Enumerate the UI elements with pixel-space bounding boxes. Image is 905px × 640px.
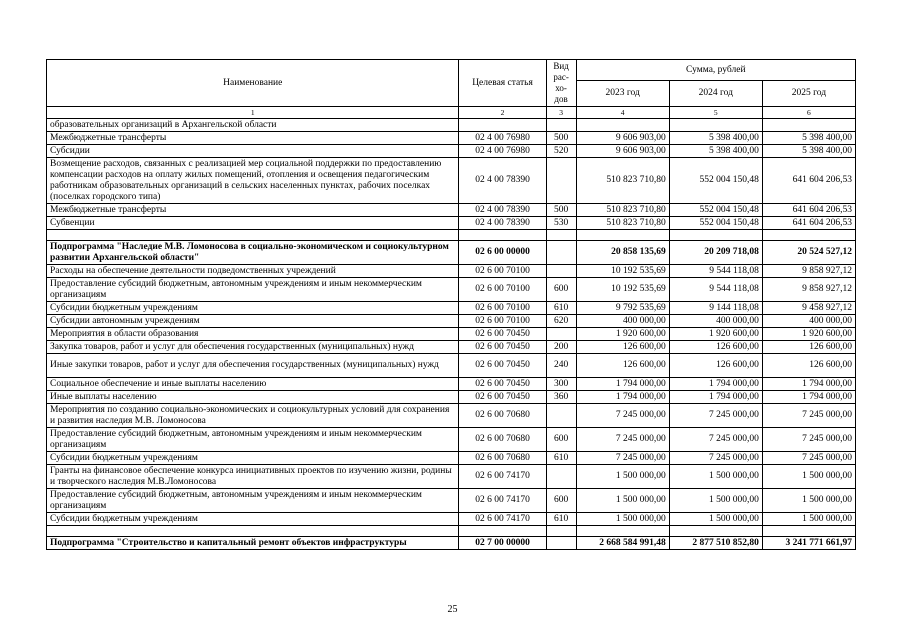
table-row — [47, 302, 856, 315]
row-name-cell: Межбюджетные трансферты — [47, 132, 459, 145]
row-2025-cell: 1 794 000,00 — [762, 378, 855, 391]
table-row — [47, 465, 856, 489]
empty-cell — [762, 526, 855, 537]
row-2024-cell: 126 600,00 — [669, 354, 762, 378]
table-row — [47, 428, 856, 452]
row-2024-cell: 9 544 118,08 — [669, 278, 762, 302]
table-row — [47, 265, 856, 278]
header-name: Наименование — [47, 60, 459, 107]
row-2024-cell — [669, 119, 762, 132]
row-2025-cell: 1 500 000,00 — [762, 489, 855, 513]
row-kind-cell — [546, 241, 576, 265]
row-2023-cell: 1 794 000,00 — [576, 391, 669, 404]
row-2025-cell: 7 245 000,00 — [762, 404, 855, 428]
empty-cell — [459, 230, 546, 241]
table-row — [47, 145, 856, 158]
budget-table — [46, 59, 856, 550]
row-2024-cell: 126 600,00 — [669, 341, 762, 354]
empty-cell — [576, 230, 669, 241]
row-name-cell: Предоставление субсидий бюджетным, автономным учреждениям и иным некоммерческим организациям — [47, 489, 459, 513]
row-2023-cell: 9 606 903,00 — [576, 145, 669, 158]
row-kind-cell: 300 — [546, 378, 576, 391]
col-number: 6 — [762, 107, 855, 119]
row-2025-cell: 20 524 527,12 — [762, 241, 855, 265]
row-2023-cell: 20 858 135,69 — [576, 241, 669, 265]
row-2023-cell: 126 600,00 — [576, 341, 669, 354]
header-kind: Вид рас-хо-дов — [546, 60, 576, 107]
row-name-cell: Субсидии бюджетным учреждениям — [47, 452, 459, 465]
row-2025-cell — [762, 119, 855, 132]
row-kind-cell: 520 — [546, 145, 576, 158]
row-kind-cell: 600 — [546, 428, 576, 452]
row-2024-cell: 1 500 000,00 — [669, 465, 762, 489]
row-name-cell: Закупка товаров, работ и услуг для обеспечения государственных (муниципальных) нужд — [47, 341, 459, 354]
row-name-cell: Предоставление субсидий бюджетным, автономным учреждениям и иным некоммерческим организациям — [47, 428, 459, 452]
row-kind-cell: 200 — [546, 341, 576, 354]
row-2024-cell: 9 144 118,08 — [669, 302, 762, 315]
row-name-cell: Межбюджетные трансферты — [47, 204, 459, 217]
row-2023-cell: 510 823 710,80 — [576, 204, 669, 217]
row-2025-cell: 7 245 000,00 — [762, 452, 855, 465]
row-name-cell: Субсидии автономным учреждениям — [47, 315, 459, 328]
row-kind-cell: 600 — [546, 489, 576, 513]
row-kind-cell — [546, 119, 576, 132]
row-code-cell: 02 6 00 70100 — [459, 302, 546, 315]
row-code-cell: 02 4 00 78390 — [459, 217, 546, 230]
row-2023-cell: 1 794 000,00 — [576, 378, 669, 391]
header-year-2023: 2023 год — [576, 81, 669, 107]
row-2023-cell: 10 192 535,69 — [576, 278, 669, 302]
row-name-cell: Мероприятия по созданию социально-экономических и социокультурных условий для сохранения и развития наследия М.В. Ломоносова — [47, 404, 459, 428]
row-kind-cell — [546, 465, 576, 489]
row-2025-cell: 1 500 000,00 — [762, 465, 855, 489]
row-name-cell: Подпрограмма "Наследие М.В. Ломоносова в социально-экономическом и социокультурном развитии Архангельской области" — [47, 241, 459, 265]
row-2023-cell: 510 823 710,80 — [576, 217, 669, 230]
row-2023-cell: 9 792 535,69 — [576, 302, 669, 315]
row-kind-cell: 360 — [546, 391, 576, 404]
row-name-cell: Гранты на финансовое обеспечение конкурса инициативных проектов по изучению жизни, родины и творческого наследия М.В.Ломоносова — [47, 465, 459, 489]
row-code-cell: 02 6 00 70450 — [459, 391, 546, 404]
table-row — [47, 119, 856, 132]
table-row — [47, 241, 856, 265]
row-code-cell: 02 6 00 70450 — [459, 378, 546, 391]
row-name-cell: образовательных организаций в Архангельской области — [47, 119, 459, 132]
row-code-cell: 02 6 00 70100 — [459, 278, 546, 302]
col-number: 1 — [47, 107, 459, 119]
empty-cell — [47, 230, 459, 241]
row-2023-cell: 1 500 000,00 — [576, 465, 669, 489]
row-code-cell: 02 6 00 74170 — [459, 489, 546, 513]
row-code-cell: 02 6 00 74170 — [459, 513, 546, 526]
row-2024-cell: 20 209 718,08 — [669, 241, 762, 265]
row-kind-cell: 500 — [546, 132, 576, 145]
row-2025-cell: 1 500 000,00 — [762, 513, 855, 526]
row-2025-cell: 641 604 206,53 — [762, 204, 855, 217]
row-2025-cell: 1 920 600,00 — [762, 328, 855, 341]
empty-cell — [47, 526, 459, 537]
row-kind-cell: 500 — [546, 204, 576, 217]
row-2023-cell: 1 500 000,00 — [576, 489, 669, 513]
spacer-row — [47, 526, 856, 537]
row-2023-cell: 510 823 710,80 — [576, 158, 669, 204]
row-name-cell: Возмещение расходов, связанных с реализацией мер социальной поддержки по предоставлению компенсации расходов на оплату жилых помещений, отопления и освещения педагогическим работникам образовательных организаций в сельских населенных пунктах, рабочих поселках (поселках городского типа) — [47, 158, 459, 204]
row-kind-cell — [546, 537, 576, 550]
row-2024-cell: 1 500 000,00 — [669, 489, 762, 513]
empty-cell — [762, 230, 855, 241]
empty-cell — [669, 230, 762, 241]
row-2025-cell: 400 000,00 — [762, 315, 855, 328]
row-code-cell: 02 6 00 70680 — [459, 428, 546, 452]
header-year-2025: 2025 год — [762, 81, 855, 107]
table-row — [47, 513, 856, 526]
row-code-cell — [459, 119, 546, 132]
row-2023-cell: 7 245 000,00 — [576, 404, 669, 428]
row-2025-cell: 9 858 927,12 — [762, 278, 855, 302]
row-name-cell: Иные выплаты населению — [47, 391, 459, 404]
row-kind-cell: 610 — [546, 302, 576, 315]
table-row — [47, 278, 856, 302]
row-code-cell: 02 6 00 74170 — [459, 465, 546, 489]
row-code-cell: 02 6 00 70680 — [459, 452, 546, 465]
row-2024-cell: 5 398 400,00 — [669, 145, 762, 158]
col-number: 5 — [669, 107, 762, 119]
row-kind-cell — [546, 404, 576, 428]
row-code-cell: 02 6 00 70100 — [459, 315, 546, 328]
spacer-row — [47, 230, 856, 241]
row-2023-cell: 7 245 000,00 — [576, 452, 669, 465]
row-code-cell: 02 6 00 70450 — [459, 341, 546, 354]
row-kind-cell: 610 — [546, 452, 576, 465]
row-code-cell: 02 7 00 00000 — [459, 537, 546, 550]
row-2025-cell: 641 604 206,53 — [762, 217, 855, 230]
row-kind-cell: 600 — [546, 278, 576, 302]
row-code-cell: 02 6 00 70100 — [459, 265, 546, 278]
row-kind-cell: 240 — [546, 354, 576, 378]
row-2023-cell — [576, 119, 669, 132]
row-2023-cell: 400 000,00 — [576, 315, 669, 328]
row-name-cell: Расходы на обеспечение деятельности подведомственных учреждений — [47, 265, 459, 278]
col-number: 4 — [576, 107, 669, 119]
table-row — [47, 354, 856, 378]
table-row — [47, 217, 856, 230]
table-row — [47, 132, 856, 145]
row-2023-cell: 1 500 000,00 — [576, 513, 669, 526]
row-code-cell: 02 4 00 78390 — [459, 158, 546, 204]
table-row — [47, 315, 856, 328]
col-number: 3 — [546, 107, 576, 119]
row-2024-cell: 7 245 000,00 — [669, 404, 762, 428]
row-2023-cell: 10 192 535,69 — [576, 265, 669, 278]
row-2024-cell: 1 794 000,00 — [669, 378, 762, 391]
row-2024-cell: 9 544 118,08 — [669, 265, 762, 278]
header-code: Целевая статья — [459, 60, 546, 107]
empty-cell — [546, 526, 576, 537]
table-body — [47, 119, 856, 550]
row-2025-cell: 3 241 771 661,97 — [762, 537, 855, 550]
row-code-cell: 02 4 00 76980 — [459, 132, 546, 145]
row-2024-cell: 552 004 150,48 — [669, 158, 762, 204]
row-2024-cell: 552 004 150,48 — [669, 217, 762, 230]
table-row — [47, 328, 856, 341]
row-2024-cell: 1 500 000,00 — [669, 513, 762, 526]
row-2025-cell: 5 398 400,00 — [762, 145, 855, 158]
row-2025-cell: 126 600,00 — [762, 341, 855, 354]
row-kind-cell — [546, 328, 576, 341]
row-name-cell: Предоставление субсидий бюджетным, автономным учреждениям и иным некоммерческим организациям — [47, 278, 459, 302]
row-2023-cell: 7 245 000,00 — [576, 428, 669, 452]
row-2025-cell: 641 604 206,53 — [762, 158, 855, 204]
row-name-cell: Подпрограмма "Строительство и капитальный ремонт объектов инфраструктуры — [47, 537, 459, 550]
row-2023-cell: 2 668 584 991,48 — [576, 537, 669, 550]
row-2024-cell: 552 004 150,48 — [669, 204, 762, 217]
row-name-cell: Мероприятия в области образования — [47, 328, 459, 341]
row-name-cell: Иные закупки товаров, работ и услуг для обеспечения государственных (муниципальных) нужд — [47, 354, 459, 378]
row-name-cell: Субвенции — [47, 217, 459, 230]
row-2025-cell: 9 858 927,12 — [762, 265, 855, 278]
empty-cell — [459, 526, 546, 537]
row-2025-cell: 126 600,00 — [762, 354, 855, 378]
table-row — [47, 391, 856, 404]
table-row — [47, 158, 856, 204]
row-2024-cell: 1 794 000,00 — [669, 391, 762, 404]
table-row — [47, 537, 856, 550]
row-2025-cell: 1 794 000,00 — [762, 391, 855, 404]
row-name-cell: Субсидии бюджетным учреждениям — [47, 302, 459, 315]
row-kind-cell — [546, 158, 576, 204]
row-2023-cell: 126 600,00 — [576, 354, 669, 378]
row-2025-cell: 5 398 400,00 — [762, 132, 855, 145]
row-2024-cell: 5 398 400,00 — [669, 132, 762, 145]
row-2024-cell: 400 000,00 — [669, 315, 762, 328]
row-kind-cell — [546, 265, 576, 278]
row-code-cell: 02 6 00 00000 — [459, 241, 546, 265]
row-code-cell: 02 4 00 78390 — [459, 204, 546, 217]
table-row — [47, 489, 856, 513]
empty-cell — [546, 230, 576, 241]
page-number: 25 — [447, 604, 458, 615]
header-sum: Сумма, рублей — [576, 60, 855, 81]
row-name-cell: Субсидии — [47, 145, 459, 158]
row-name-cell: Субсидии бюджетным учреждениям — [47, 513, 459, 526]
row-code-cell: 02 4 00 76980 — [459, 145, 546, 158]
row-code-cell: 02 6 00 70450 — [459, 328, 546, 341]
row-2023-cell: 1 920 600,00 — [576, 328, 669, 341]
row-2023-cell: 9 606 903,00 — [576, 132, 669, 145]
row-kind-cell: 530 — [546, 217, 576, 230]
row-2024-cell: 1 920 600,00 — [669, 328, 762, 341]
empty-cell — [576, 526, 669, 537]
row-2024-cell: 2 877 510 852,80 — [669, 537, 762, 550]
row-2024-cell: 7 245 000,00 — [669, 428, 762, 452]
row-kind-cell: 620 — [546, 315, 576, 328]
row-kind-cell: 610 — [546, 513, 576, 526]
row-2025-cell: 7 245 000,00 — [762, 428, 855, 452]
table-row — [47, 404, 856, 428]
table-row — [47, 341, 856, 354]
empty-cell — [669, 526, 762, 537]
table-row — [47, 452, 856, 465]
row-name-cell: Социальное обеспечение и иные выплаты населению — [47, 378, 459, 391]
row-2025-cell: 9 458 927,12 — [762, 302, 855, 315]
row-2024-cell: 7 245 000,00 — [669, 452, 762, 465]
row-code-cell: 02 6 00 70680 — [459, 404, 546, 428]
col-number: 2 — [459, 107, 546, 119]
row-code-cell: 02 6 00 70450 — [459, 354, 546, 378]
table-row — [47, 378, 856, 391]
header-year-2024: 2024 год — [669, 81, 762, 107]
table-row — [47, 204, 856, 217]
